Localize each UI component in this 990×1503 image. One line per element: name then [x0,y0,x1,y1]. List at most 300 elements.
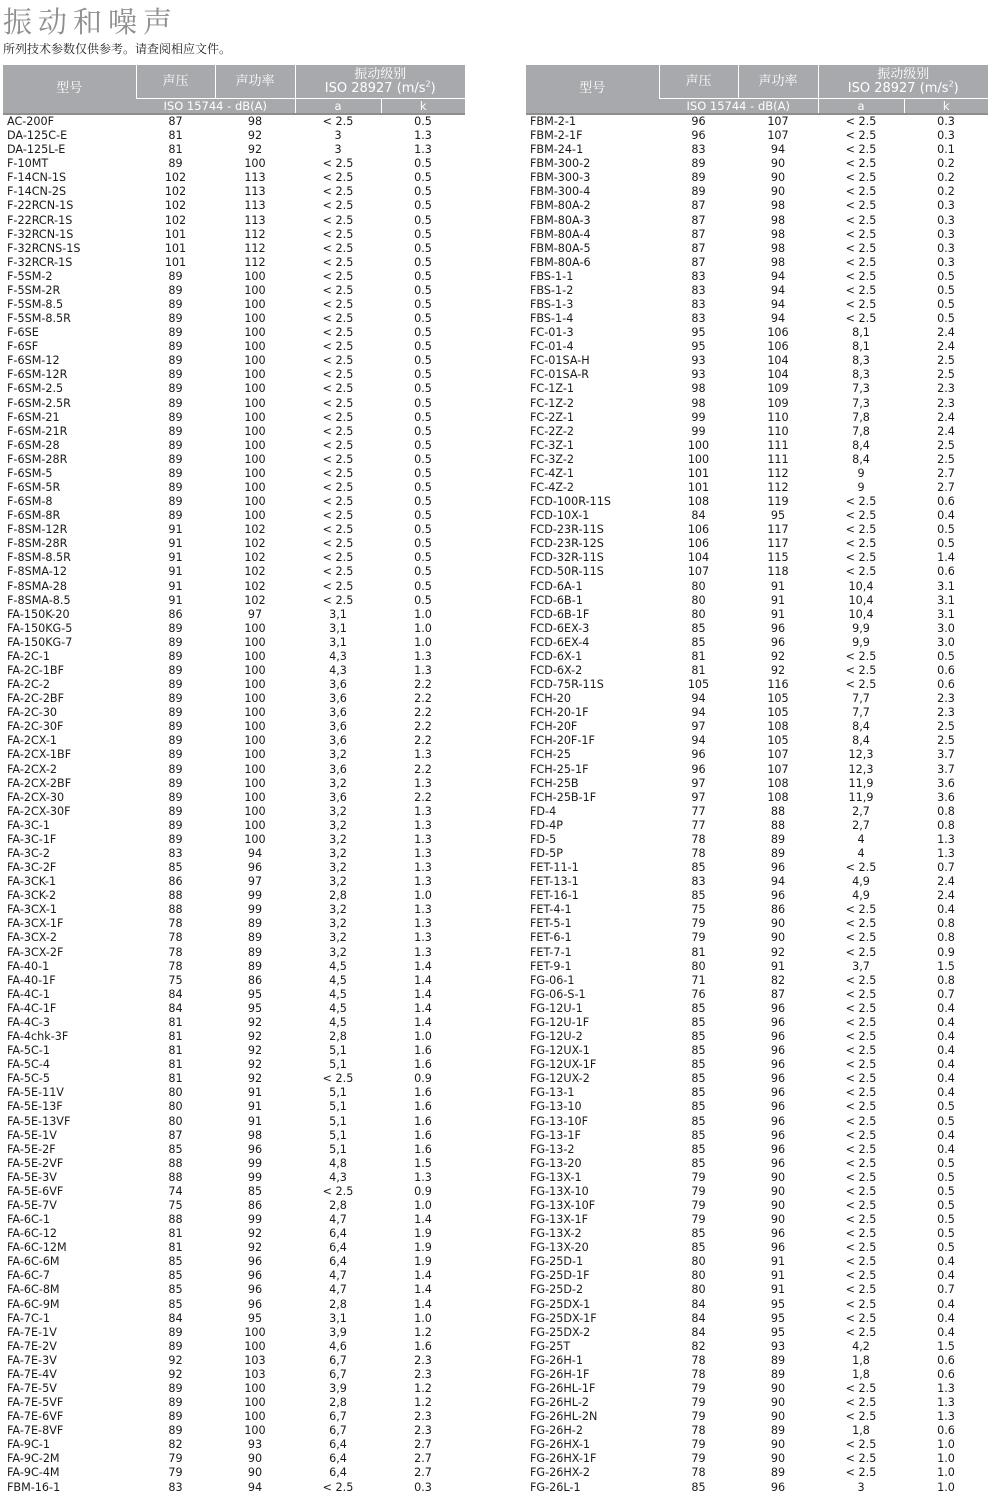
cell-sound-power: 90 [247,1466,263,1480]
table-row [3,157,465,171]
cell-sound-power: 100 [244,157,266,171]
table-row [526,988,988,1002]
cell-model: FC-3Z-1 [530,438,575,452]
cell-vibration-k: 0.5 [414,579,432,593]
table-row [526,1396,988,1410]
table-row [3,903,465,917]
cell-vibration-a: 3,2 [329,818,347,832]
cell-sound-pressure: 89 [168,1339,183,1353]
cell-sound-power: 89 [770,847,786,861]
cell-vibration-a: < 2.5 [322,480,354,494]
cell-model: FG-25D-1 [530,1255,584,1269]
cell-sound-power: 93 [770,1339,786,1353]
cell-model: F-5SM-2R [7,283,61,297]
cell-vibration-a: < 2.5 [845,241,877,255]
cell-vibration-a: 10,4 [848,607,874,621]
cell-vibration-k: 1.6 [414,1086,432,1100]
cell-sound-power: 100 [244,340,266,354]
cell-vibration-k: 0.5 [937,523,955,537]
cell-sound-power: 98 [770,213,786,227]
cell-sound-pressure: 75 [168,1198,183,1212]
cell-vibration-k: 0.2 [937,157,955,171]
table-row [3,1241,465,1255]
cell-vibration-a: < 2.5 [322,354,354,368]
cell-sound-power: 90 [770,931,786,945]
cell-sound-pressure: 85 [691,1086,706,1100]
table-row [526,1016,988,1030]
cell-model: FA-5E-2F [7,1142,56,1156]
table-row [526,171,988,185]
cell-vibration-k: 0.6 [937,664,955,677]
cell-model: FCD-6X-2 [530,664,583,677]
cell-model: FA-3C-2F [7,861,57,875]
cell-vibration-k: 0.5 [414,340,432,354]
cell-sound-pressure: 85 [691,1030,706,1044]
cell-sound-power: 94 [770,297,786,311]
cell-sound-pressure: 88 [168,1170,183,1184]
cell-model: FG-25DX-1F [530,1311,597,1325]
cell-vibration-a: 3,1 [329,607,347,621]
cell-model: FA-7E-5V [7,1381,57,1395]
cell-vibration-a: 6,4 [329,1255,347,1269]
table-row [526,1086,988,1100]
cell-vibration-a: 5,1 [329,1044,347,1058]
table-row [526,425,988,439]
cell-sound-power: 112 [767,480,789,494]
cell-model: FA-6C-12M [7,1241,67,1255]
cell-vibration-a: 4,3 [329,664,347,677]
table-row [3,1129,465,1143]
cell-vibration-a: < 2.5 [845,1156,877,1170]
cell-sound-power: 97 [247,607,263,621]
cell-sound-pressure: 85 [168,1142,183,1156]
table-row [3,1481,465,1495]
cell-vibration-k: 2.2 [414,692,432,706]
header-vibration-sup: 2 [948,79,954,89]
cell-sound-pressure: 78 [691,847,706,861]
cell-vibration-a: 3,2 [329,903,347,917]
cell-vibration-a: < 2.5 [322,199,354,213]
cell-model: FA-3CX-2F [7,945,64,959]
cell-vibration-k: 0.5 [414,551,432,565]
cell-model: FET-4-1 [530,903,572,917]
cell-model: FBS-1-1 [530,269,574,283]
cell-sound-pressure: 85 [691,1114,706,1128]
cell-vibration-a: 12,3 [848,748,874,762]
cell-sound-power: 98 [770,227,786,241]
cell-vibration-k: 0.5 [937,1241,955,1255]
table-row [526,382,988,396]
cell-vibration-a: 1,8 [852,1353,870,1367]
table-row [526,114,988,129]
cell-vibration-k: 1.4 [414,987,432,1001]
cell-model: FG-12U-1 [530,1001,583,1015]
cell-vibration-a: < 2.5 [845,987,877,1001]
cell-model: FA-4C-1F [7,1001,57,1015]
cell-sound-power: 92 [247,1058,263,1072]
table-row [526,1143,988,1157]
cell-vibration-a: 7,7 [852,706,870,720]
cell-vibration-k: 1.3 [414,917,432,931]
table-header [3,65,465,114]
cell-model: F-8SMA-28 [7,579,68,593]
cell-sound-pressure: 79 [691,1198,706,1212]
cell-vibration-k: 1.0 [937,1438,955,1452]
cell-sound-power: 104 [767,368,789,382]
cell-vibration-a: < 2.5 [845,255,877,269]
cell-sound-pressure: 84 [168,987,183,1001]
cell-model: F-6SM-5 [7,466,53,480]
cell-model: FA-5E-2VF [7,1156,64,1170]
table-row [526,326,988,340]
cell-vibration-a: < 2.5 [322,326,354,340]
cell-model: FA-5E-1V [7,1128,57,1142]
table-row [526,1213,988,1227]
cell-model: F-22RCN-1S [7,199,74,213]
cell-sound-pressure: 81 [168,1058,183,1072]
cell-model: FCH-20F [530,720,578,734]
table-row [3,1157,465,1171]
cell-sound-power: 90 [770,1170,786,1184]
cell-sound-power: 92 [247,1015,263,1029]
cell-model: FA-5C-1 [7,1044,50,1058]
cell-vibration-a: 3,2 [329,832,347,846]
cell-sound-power: 100 [244,1325,266,1339]
cell-sound-pressure: 85 [691,1241,706,1255]
header-iso-noise: ISO 15744 - dB(A) [659,99,818,115]
cell-sound-power: 100 [244,748,266,762]
cell-sound-power: 117 [767,537,789,551]
cell-vibration-a: < 2.5 [845,649,877,663]
cell-model: FCD-100R-11S [530,495,611,509]
cell-vibration-a: 3,1 [329,635,347,649]
table-row [526,1199,988,1213]
cell-vibration-k: 1.4 [414,973,432,987]
cell-vibration-k: 0.5 [414,269,432,283]
cell-model: FG-13-1F [530,1128,581,1142]
table-row [3,1410,465,1424]
cell-sound-pressure: 80 [691,1269,706,1283]
cell-sound-power: 96 [770,1030,786,1044]
table-row [3,1072,465,1086]
cell-vibration-a: < 2.5 [845,312,877,326]
cell-vibration-k: 0.4 [937,1142,955,1156]
cell-model: FD-4 [530,804,557,818]
table-row [3,1199,465,1213]
cell-sound-power: 92 [247,1072,263,1086]
cell-vibration-a: 2,7 [852,818,870,832]
cell-sound-power: 88 [770,804,786,818]
table-row [3,777,465,791]
cell-vibration-k: 1.6 [414,1339,432,1353]
cell-sound-pressure: 92 [168,1353,183,1367]
cell-vibration-k: 1.6 [414,1142,432,1156]
table-row [526,650,988,664]
cell-sound-pressure: 102 [164,213,187,227]
cell-sound-power: 108 [767,790,789,804]
cell-sound-pressure: 101 [687,466,710,480]
table-row [526,1410,988,1424]
cell-model: F-6SM-8R [7,509,61,523]
cell-vibration-a: < 2.5 [845,1396,877,1410]
cell-model: FCH-20 [530,692,571,706]
cell-sound-pressure: 97 [691,720,706,734]
cell-model: FCH-20F-1F [530,734,595,748]
cell-model: FG-26HX-1F [530,1452,597,1466]
table-row [3,1297,465,1311]
page-title: 振动和噪声 [3,5,179,39]
cell-model: F-14CN-2S [7,185,67,199]
cell-sound-power: 102 [244,551,266,565]
cell-sound-pressure: 79 [691,1410,706,1424]
cell-vibration-k: 2.4 [937,424,955,438]
table-row [526,946,988,960]
table-row [526,1002,988,1016]
cell-sound-power: 119 [767,495,789,509]
cell-sound-pressure: 89 [168,326,183,340]
cell-sound-power: 92 [770,945,786,959]
cell-vibration-k: 0.6 [937,1353,955,1367]
cell-vibration-a: < 2.5 [322,551,354,565]
cell-sound-pressure: 85 [691,621,706,635]
cell-sound-power: 95 [770,1297,786,1311]
cell-vibration-a: < 2.5 [845,917,877,931]
cell-vibration-a: 3,2 [329,776,347,790]
table-row [526,861,988,875]
table-row [3,1114,465,1128]
cell-vibration-a: 3,2 [329,748,347,762]
cell-vibration-k: 0.5 [414,593,432,607]
cell-model: FCH-25-1F [530,762,589,776]
cell-vibration-a: < 2.5 [845,537,877,551]
cell-model: FG-13X-20 [530,1241,589,1255]
table-row [526,1354,988,1368]
cell-vibration-a: 2,7 [852,804,870,818]
cell-model: F-6SM-28 [7,438,60,452]
cell-model: F-8SM-28R [7,537,68,551]
cell-vibration-k: 1.0 [414,635,432,649]
table-row [526,1227,988,1241]
cell-sound-pressure: 80 [691,593,706,607]
header-vibration-close: ) [953,80,959,96]
cell-vibration-k: 0.6 [937,1424,955,1438]
cell-vibration-a: 4,5 [329,973,347,987]
cell-model: FCD-23R-12S [530,537,604,551]
cell-sound-pressure: 85 [691,1480,706,1494]
cell-model: FA-2CX-1 [7,734,58,748]
cell-sound-power: 98 [770,199,786,213]
cell-sound-pressure: 85 [691,1044,706,1058]
cell-vibration-k: 1.3 [414,931,432,945]
cell-model: F-6SM-2.5 [7,382,64,396]
cell-model: F-6SM-21 [7,410,60,424]
cell-model: FA-5C-4 [7,1058,50,1072]
cell-sound-pressure: 83 [691,143,706,157]
cell-vibration-a: 4,5 [329,1001,347,1015]
cell-vibration-k: 0.5 [414,424,432,438]
cell-sound-pressure: 79 [168,1466,183,1480]
cell-model: FA-2C-2 [7,678,50,692]
cell-model: F-8SM-12R [7,523,68,537]
cell-model: FC-01-4 [530,340,574,354]
table-row [526,270,988,284]
table-row [3,889,465,903]
cell-vibration-k: 0.8 [937,818,955,832]
cell-sound-power: 93 [247,1438,263,1452]
cell-model: F-6SM-12 [7,354,60,368]
cell-sound-power: 100 [244,297,266,311]
cell-sound-pressure: 84 [691,1311,706,1325]
table-row [3,1227,465,1241]
cell-vibration-a: < 2.5 [322,1072,354,1086]
cell-vibration-k: 2.4 [937,889,955,903]
cell-model: FA-6C-1 [7,1213,50,1227]
cell-vibration-a: < 2.5 [845,1184,877,1198]
cell-model: FG-13-1 [530,1086,575,1100]
cell-sound-power: 91 [770,593,786,607]
table-row [526,396,988,410]
cell-vibration-a: < 2.5 [845,1410,877,1424]
cell-sound-pressure: 89 [168,678,183,692]
cell-model: FD-5 [530,832,557,846]
cell-model: F-22RCR-1S [7,213,73,227]
cell-sound-pressure: 89 [168,832,183,846]
cell-sound-power: 100 [244,495,266,509]
cell-vibration-k: 2.2 [414,720,432,734]
cell-sound-pressure: 84 [691,1325,706,1339]
cell-vibration-a: 3 [857,1480,865,1494]
cell-sound-pressure: 89 [168,466,183,480]
cell-sound-power: 117 [767,523,789,537]
table-row [526,1072,988,1086]
cell-sound-power: 96 [770,1142,786,1156]
cell-sound-power: 107 [767,748,789,762]
cell-vibration-a: < 2.5 [845,1086,877,1100]
cell-vibration-a: < 2.5 [845,1001,877,1015]
cell-vibration-a: 4,3 [329,649,347,663]
cell-sound-power: 107 [767,762,789,776]
cell-sound-power: 90 [770,171,786,185]
cell-sound-pressure: 80 [691,579,706,593]
table-row [3,185,465,199]
cell-sound-pressure: 85 [691,861,706,875]
table-row [3,931,465,945]
cell-sound-power: 96 [770,1128,786,1142]
cell-sound-pressure: 83 [691,297,706,311]
cell-vibration-k: 0.3 [414,1480,432,1494]
cell-sound-power: 90 [770,1184,786,1198]
table-row [526,495,988,509]
cell-sound-pressure: 84 [168,1311,183,1325]
cell-vibration-k: 0.3 [904,114,988,129]
cell-vibration-k: 1.5 [937,1339,955,1353]
table-row [526,847,988,861]
cell-vibration-k: 1.6 [414,1128,432,1142]
cell-sound-pressure: 89 [168,480,183,494]
cell-model: F-5SM-2 [7,269,53,283]
cell-vibration-a: 7,3 [852,382,870,396]
cell-sound-pressure: 102 [164,199,187,213]
cell-model: F-6SM-8 [7,495,53,509]
cell-sound-pressure: 79 [691,1396,706,1410]
cell-vibration-a: < 2.5 [322,213,354,227]
table-row [3,213,465,227]
cell-sound-pressure: 83 [691,269,706,283]
cell-vibration-k: 0.5 [414,241,432,255]
cell-vibration-k: 0.5 [414,312,432,326]
cell-model: FCD-50R-11S [530,565,604,579]
cell-sound-pressure: 89 [168,649,183,663]
cell-model: FET-9-1 [530,959,572,973]
cell-sound-power: 105 [767,734,789,748]
cell-sound-pressure: 95 [691,340,706,354]
cell-vibration-k: 1.3 [414,129,432,143]
cell-sound-power: 96 [247,1283,263,1297]
cell-sound-pressure: 87 [691,255,706,269]
cell-vibration-a: 3,2 [329,847,347,861]
cell-vibration-a: 6,4 [329,1227,347,1241]
cell-sound-pressure: 81 [168,1044,183,1058]
table-row [526,1283,988,1297]
cell-vibration-a: < 2.5 [322,509,354,523]
cell-model: FBS-1-4 [530,312,574,326]
cell-vibration-k: 0.5 [414,466,432,480]
cell-model: FA-3C-1F [7,832,57,846]
cell-sound-power: 96 [770,621,786,635]
table-row [526,1481,988,1495]
cell-sound-power: 92 [770,664,786,677]
cell-model: FC-01-3 [530,326,574,340]
cell-vibration-k: 0.7 [937,861,955,875]
cell-vibration-a: 8,3 [852,368,870,382]
cell-model: FA-6C-6M [7,1255,60,1269]
cell-model: FCH-20-1F [530,706,589,720]
cell-vibration-a: 6,7 [329,1424,347,1438]
cell-sound-power: 100 [244,664,266,677]
cell-sound-power: 82 [770,973,786,987]
cell-sound-power: 113 [244,171,266,185]
cell-sound-pressure: 89 [168,762,183,776]
cell-vibration-a: < 2.5 [845,1072,877,1086]
table-row [3,340,465,354]
table-row [3,467,465,481]
table-row [3,1382,465,1396]
cell-sound-pressure: 102 [164,171,187,185]
cell-model: F-6SM-5R [7,480,61,494]
cell-vibration-a: 3,6 [329,734,347,748]
cell-sound-pressure: 78 [168,959,183,973]
cell-vibration-a: 7,3 [852,396,870,410]
cell-sound-pressure: 83 [691,875,706,889]
cell-vibration-k: 1.5 [937,959,955,973]
cell-vibration-k: 0.4 [937,1128,955,1142]
cell-sound-pressure: 97 [691,790,706,804]
cell-vibration-k: 1.3 [414,903,432,917]
cell-sound-pressure: 78 [691,1367,706,1381]
cell-vibration-a: < 2.5 [845,1311,877,1325]
cell-vibration-k: 0.3 [937,213,955,227]
cell-sound-pressure: 106 [687,523,710,537]
table-row [3,270,465,284]
cell-model: FBM-24-1 [530,143,584,157]
cell-sound-pressure: 95 [691,326,706,340]
cell-sound-power: 100 [244,720,266,734]
cell-sound-power: 100 [244,283,266,297]
cell-sound-pressure: 89 [168,354,183,368]
cell-sound-power: 95 [770,1325,786,1339]
cell-vibration-k: 0.5 [414,495,432,509]
cell-sound-power: 90 [770,1410,786,1424]
